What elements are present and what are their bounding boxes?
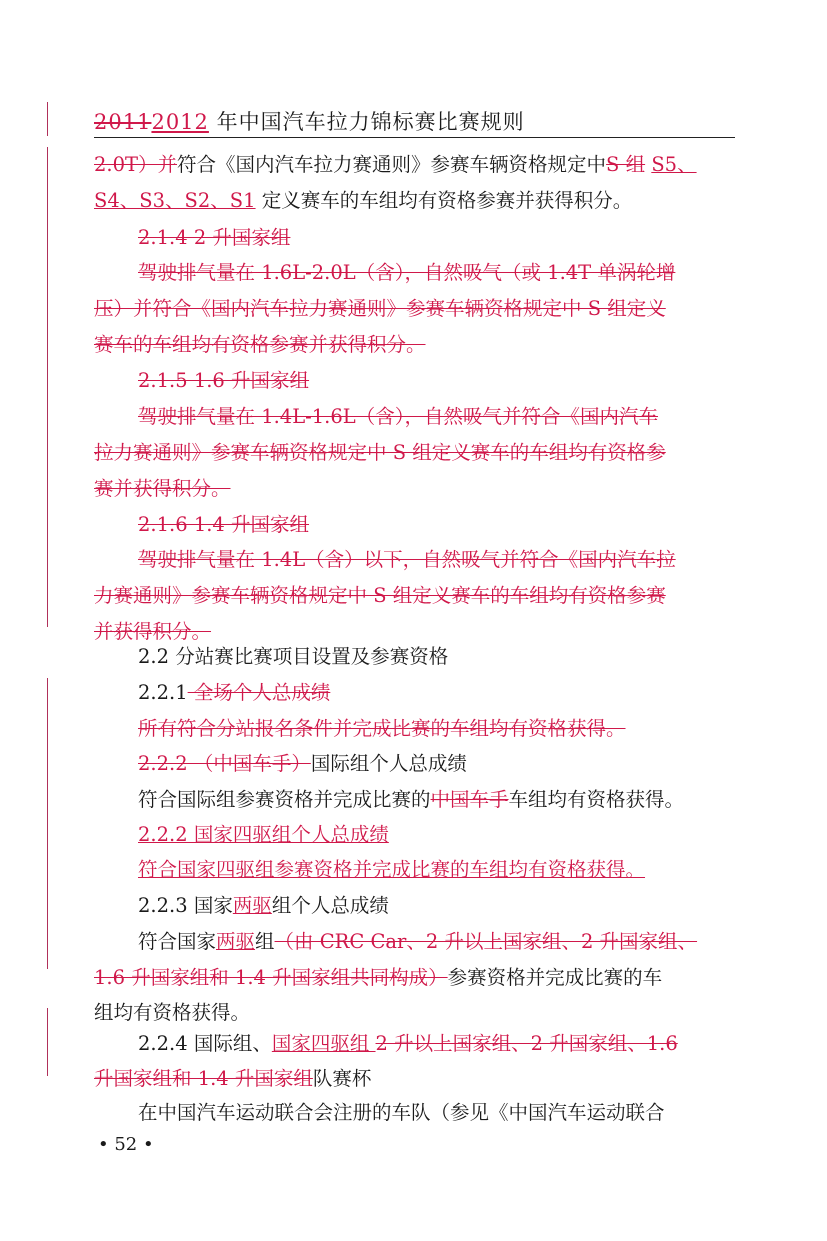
text-line xyxy=(138,1100,665,1126)
body-text: 组个人总成绩 xyxy=(271,894,389,917)
inserted-text: 两驱 xyxy=(216,930,256,953)
body-text: 2.2 分站赛比赛项目设置及参赛资格 xyxy=(138,645,449,668)
body-text: 2.2.3 国家 xyxy=(138,894,233,917)
deleted-text: 2.1.5 1.6 升国家组 xyxy=(138,369,310,392)
text-line xyxy=(94,332,426,358)
page-number: • 52 • xyxy=(98,1134,154,1155)
deleted-text: 拉力赛通则》参赛车辆资格规定中 S 组定义赛车的车组均有资格参 xyxy=(94,441,666,464)
change-bar xyxy=(47,102,48,136)
text-line xyxy=(94,152,697,178)
text-line xyxy=(138,929,697,955)
change-bar xyxy=(47,678,48,969)
deleted-text: 1.6 升国家组和 1.4 升国家组共同构成） xyxy=(94,966,448,989)
inserted-text: S4、S3、S2、S1 xyxy=(94,189,256,212)
body-text: 符合《国内汽车拉力赛通则》参赛车辆资格规定中 xyxy=(177,153,607,176)
body-text: 国际组个人总成绩 xyxy=(310,752,467,775)
text-line xyxy=(138,512,309,538)
text-line xyxy=(138,404,658,430)
deleted-text: 压）并符合《国内汽车拉力赛通则》参赛车辆资格规定中 S 组定义 xyxy=(94,297,666,320)
deleted-text: 所有符合分站报名条件并完成比赛的车组均有资格获得。 xyxy=(138,717,626,740)
text-line xyxy=(138,787,684,813)
body-text: 在中国汽车运动联合会注册的车队（参见《中国汽车运动联合 xyxy=(138,1101,665,1124)
text-line xyxy=(94,476,231,502)
body-text: 符合国际组参赛资格并完成比赛的 xyxy=(138,788,431,811)
deleted-text: 升国家组和 1.4 升国家组 xyxy=(94,1067,313,1090)
page-header xyxy=(94,106,525,136)
text-line xyxy=(138,680,330,706)
header-old-year: 2011 xyxy=(94,110,152,134)
body-text: 符合国家 xyxy=(138,930,217,953)
deleted-text: 赛并获得积分。 xyxy=(94,477,231,500)
body-text: 2.2.1 xyxy=(138,681,188,704)
inserted-text: 符合国家四驱组参赛资格并完成比赛的车组均有资格获得。 xyxy=(138,858,646,881)
change-bar xyxy=(47,1008,48,1076)
deleted-text: 全场个人总成绩 xyxy=(187,681,331,704)
text-line xyxy=(138,644,448,670)
body-text: 2.2.4 国际组、 xyxy=(138,1032,272,1055)
deleted-text: 驾驶排气量在 1.4L-1.6L（含），自然吸气并符合《国内汽车 xyxy=(138,405,658,428)
deleted-text: 2.1.6 1.4 升国家组 xyxy=(138,513,310,536)
deleted-text: 2.0T）并 xyxy=(94,153,178,176)
header-new-year: 2012 xyxy=(151,110,209,134)
deleted-text: 中国车手 xyxy=(430,788,509,811)
text-line xyxy=(138,893,389,919)
inserted-text: 2.2.2 国家四驱组个人总成绩 xyxy=(138,823,389,846)
body-text: 组 xyxy=(255,930,275,953)
body-text: 参赛资格并完成比赛的车 xyxy=(447,966,663,989)
text-line xyxy=(138,1031,678,1057)
text-line xyxy=(138,260,675,286)
header-rule xyxy=(94,137,735,138)
text-line xyxy=(138,857,645,883)
body-text: 队赛杯 xyxy=(312,1067,372,1090)
deleted-text: 2.1.4 2 升国家组 xyxy=(138,226,291,249)
deleted-text: 驾驶排气量在 1.6L-2.0L（含），自然吸气（或 1.4T 单涡轮增 xyxy=(138,261,676,284)
text-line xyxy=(94,1000,250,1026)
deleted-text: S 组 xyxy=(606,153,646,176)
inserted-text: S5、 xyxy=(651,153,697,176)
text-line xyxy=(94,965,662,991)
inserted-text: 国家四驱组 xyxy=(271,1032,376,1055)
text-line xyxy=(138,822,389,848)
text-line xyxy=(94,619,211,645)
text-line xyxy=(138,751,467,777)
body-text: 车组均有资格获得。 xyxy=(508,788,685,811)
change-bar xyxy=(47,147,48,627)
text-line xyxy=(94,188,632,214)
inserted-text: 两驱 xyxy=(232,894,272,917)
body-text: 组均有资格获得。 xyxy=(94,1001,251,1024)
text-line xyxy=(94,1066,371,1092)
deleted-text: 驾驶排气量在 1.4L（含）以下，自然吸气并符合《国内汽车拉 xyxy=(138,548,676,571)
header-title: 年中国汽车拉力锦标赛比赛规则 xyxy=(216,110,525,134)
text-line xyxy=(138,368,309,394)
text-line xyxy=(138,716,626,742)
deleted-text: 力赛通则》参赛车辆资格规定中 S 组定义赛车的车组均有资格参赛 xyxy=(94,584,666,607)
text-line xyxy=(138,225,290,251)
text-line xyxy=(94,296,666,322)
deleted-text: （由 CRC Car、2 升以上国家组、2 升国家组、 xyxy=(274,930,698,953)
deleted-text: 2.2.2 （中国车手） xyxy=(138,752,311,775)
body-text: 定义赛车的车组均有资格参赛并获得积分。 xyxy=(255,189,633,212)
text-line xyxy=(94,583,666,609)
deleted-text: 2 升以上国家组、2 升国家组、1.6 xyxy=(375,1032,678,1055)
text-line xyxy=(94,440,666,466)
text-line xyxy=(138,547,676,573)
deleted-text: 赛车的车组均有资格参赛并获得积分。 xyxy=(94,333,426,356)
deleted-text: 并获得积分。 xyxy=(94,620,212,643)
